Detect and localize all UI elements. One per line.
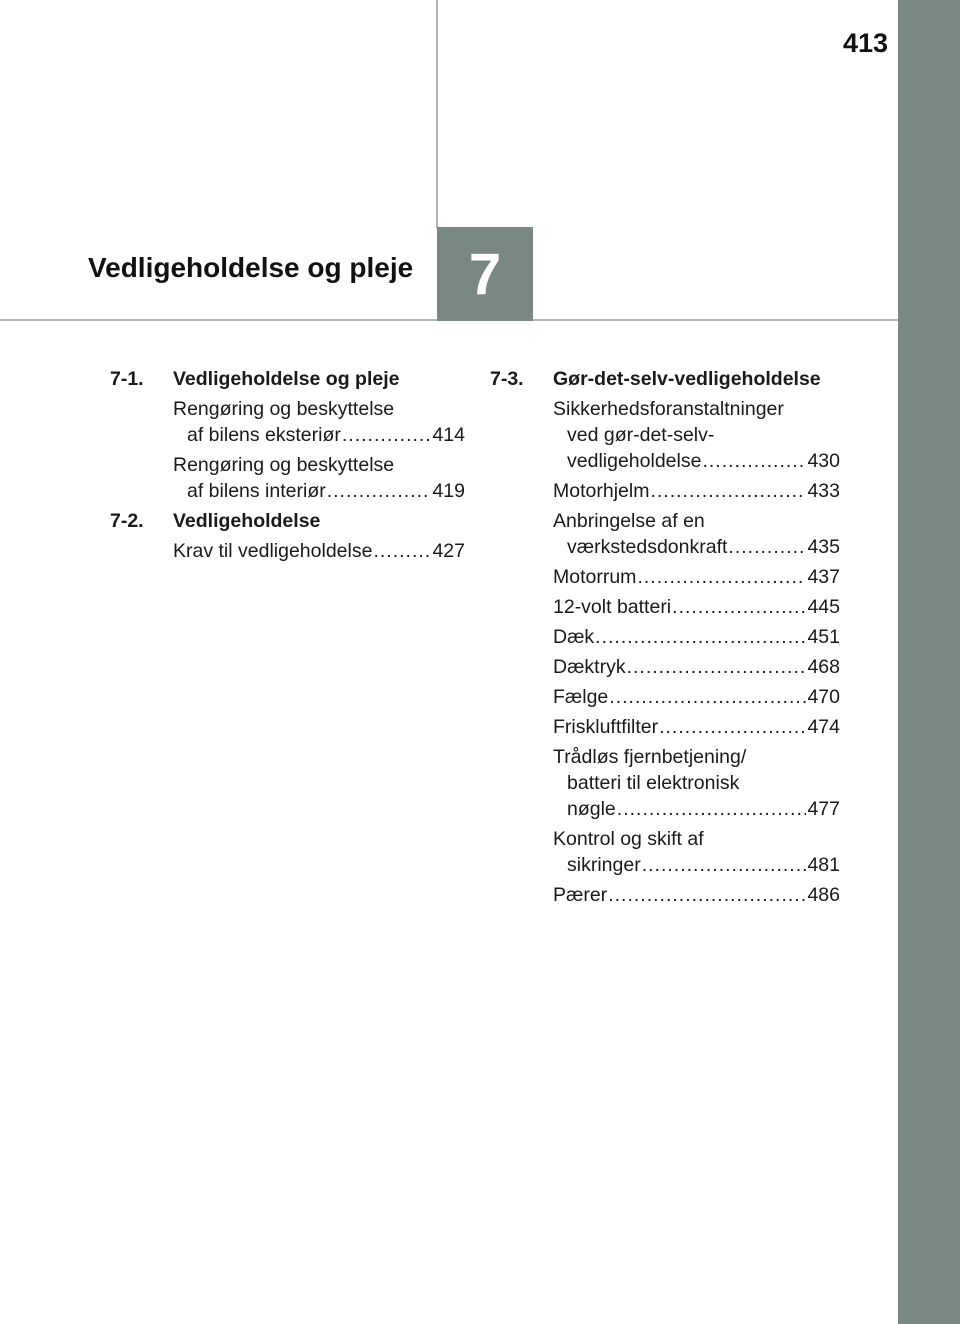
toc-entry-last-line xyxy=(553,448,840,474)
toc-page-number: 468 xyxy=(807,656,840,678)
toc-entry-line: Rengøring og beskyttelse xyxy=(173,398,395,420)
toc-entry-line: Kontrol og skift af xyxy=(553,828,704,850)
toc-dot-leader xyxy=(609,684,806,710)
toc-entry-line: Sikkerhedsforanstaltninger xyxy=(553,398,784,420)
toc-entry-text: Motorhjelm xyxy=(553,480,650,502)
toc-section-number: 7-1. xyxy=(110,368,144,390)
toc-dot-leader xyxy=(595,624,806,650)
toc-dot-leader xyxy=(342,422,432,448)
toc-entry[interactable] xyxy=(553,594,840,620)
header-vertical-rule xyxy=(436,0,438,228)
toc-entry[interactable] xyxy=(553,744,840,822)
toc-dot-leader xyxy=(627,654,807,680)
toc-page-number: 477 xyxy=(807,798,840,820)
toc-page-number: 419 xyxy=(432,480,465,502)
toc-entry-line: ved gør-det-selv- xyxy=(567,424,715,446)
toc-entry-last-line xyxy=(173,538,465,564)
toc-entry-text: Krav til vedligeholdelse xyxy=(173,540,373,562)
toc-section-heading xyxy=(110,366,465,392)
toc-entry-line: Rengøring og beskyttelse xyxy=(173,454,395,476)
toc-dot-leader xyxy=(608,882,806,908)
toc-dot-leader xyxy=(659,714,806,740)
chapter-title: Vedligeholdelse og pleje xyxy=(88,252,414,283)
toc-entry-line: batteri til elektronisk xyxy=(567,772,740,794)
toc-page-number: 451 xyxy=(807,626,840,648)
page-number: 413 xyxy=(842,28,888,58)
toc-entry-last-line xyxy=(553,684,840,710)
toc-entry-last-line xyxy=(553,478,840,504)
toc-entry[interactable] xyxy=(553,508,840,560)
toc-page-number: 474 xyxy=(807,716,840,738)
toc-entry-text: Pærer xyxy=(553,884,608,906)
toc-section xyxy=(490,366,840,908)
toc-page-number: 435 xyxy=(807,536,840,558)
toc-entry[interactable] xyxy=(553,684,840,710)
toc-entry[interactable] xyxy=(553,714,840,740)
toc-entry-last-line xyxy=(553,882,840,908)
toc-entry-last-line xyxy=(553,624,840,650)
toc-entry-text: nøgle xyxy=(567,798,616,820)
toc-page-number: 470 xyxy=(807,686,840,708)
toc-entry[interactable] xyxy=(173,538,465,564)
toc-page-number: 437 xyxy=(807,566,840,588)
toc-dot-leader xyxy=(637,564,806,590)
toc-entry-last-line xyxy=(553,534,840,560)
toc-page-number: 433 xyxy=(807,480,840,502)
toc-section-number: 7-3. xyxy=(490,368,524,390)
toc-entry[interactable] xyxy=(173,452,465,504)
toc-entry[interactable] xyxy=(553,478,840,504)
toc-page-number: 486 xyxy=(807,884,840,906)
toc-page-number: 445 xyxy=(807,596,840,618)
toc-section-heading xyxy=(490,366,840,392)
toc-entry-text: Friskluftfilter xyxy=(553,716,659,738)
toc-section-number: 7-2. xyxy=(110,510,144,532)
toc-right-column xyxy=(490,366,840,912)
toc-dot-leader xyxy=(642,852,807,878)
toc-page-number: 430 xyxy=(807,450,840,472)
toc-page-number: 414 xyxy=(432,424,465,446)
toc-entry-last-line xyxy=(553,654,840,680)
toc-entry-text: Fælge xyxy=(553,686,609,708)
toc-entry-text: Dæk xyxy=(553,626,595,648)
chapter-side-tab xyxy=(898,0,960,1324)
toc-entry-line: Anbringelse af en xyxy=(553,510,705,532)
toc-entry[interactable] xyxy=(553,564,840,590)
toc-dot-leader xyxy=(702,448,806,474)
toc-entry-line: Trådløs fjernbetjening/ xyxy=(553,746,747,768)
toc-entry-text: værkstedsdonkraft xyxy=(567,536,728,558)
toc-entry-last-line xyxy=(553,852,840,878)
toc-section xyxy=(110,508,465,564)
toc-dot-leader xyxy=(650,478,806,504)
toc-page-number: 427 xyxy=(432,540,465,562)
toc-section-title: Gør-det-selv-vedligeholdelse xyxy=(553,368,821,390)
toc-dot-leader xyxy=(617,796,807,822)
toc-dot-leader xyxy=(672,594,806,620)
toc-section xyxy=(110,366,465,504)
toc-section-title: Vedligeholdelse og pleje xyxy=(173,368,400,390)
toc-entry-last-line xyxy=(553,714,840,740)
toc-entry-text: vedligeholdelse xyxy=(567,450,702,472)
toc-entry[interactable] xyxy=(553,654,840,680)
toc-entry[interactable] xyxy=(553,826,840,878)
toc-left-column xyxy=(110,366,465,568)
toc-entry-last-line xyxy=(553,594,840,620)
toc-entry-last-line xyxy=(553,796,840,822)
toc-entry[interactable] xyxy=(553,396,840,474)
toc-dot-leader xyxy=(728,534,806,560)
chapter-number-box: 7 xyxy=(437,227,533,321)
toc-entry-text: af bilens eksteriør xyxy=(187,424,341,446)
toc-entry-text: Motorrum xyxy=(553,566,637,588)
toc-entry-last-line xyxy=(173,422,465,448)
toc-dot-leader xyxy=(373,538,431,564)
toc-entry-text: Dæktryk xyxy=(553,656,626,678)
toc-entry-last-line xyxy=(553,564,840,590)
toc-entry[interactable] xyxy=(173,396,465,448)
toc-page-number: 481 xyxy=(807,854,840,876)
toc-section-title: Vedligeholdelse xyxy=(173,510,321,532)
toc-section-heading xyxy=(110,508,465,534)
toc-entry-last-line xyxy=(173,478,465,504)
toc-entry[interactable] xyxy=(553,624,840,650)
toc-entry[interactable] xyxy=(553,882,840,908)
toc-entry-text: af bilens interiør xyxy=(187,480,326,502)
toc-entry-text: 12-volt batteri xyxy=(553,596,672,618)
toc-dot-leader xyxy=(327,478,432,504)
toc-entry-text: sikringer xyxy=(567,854,641,876)
